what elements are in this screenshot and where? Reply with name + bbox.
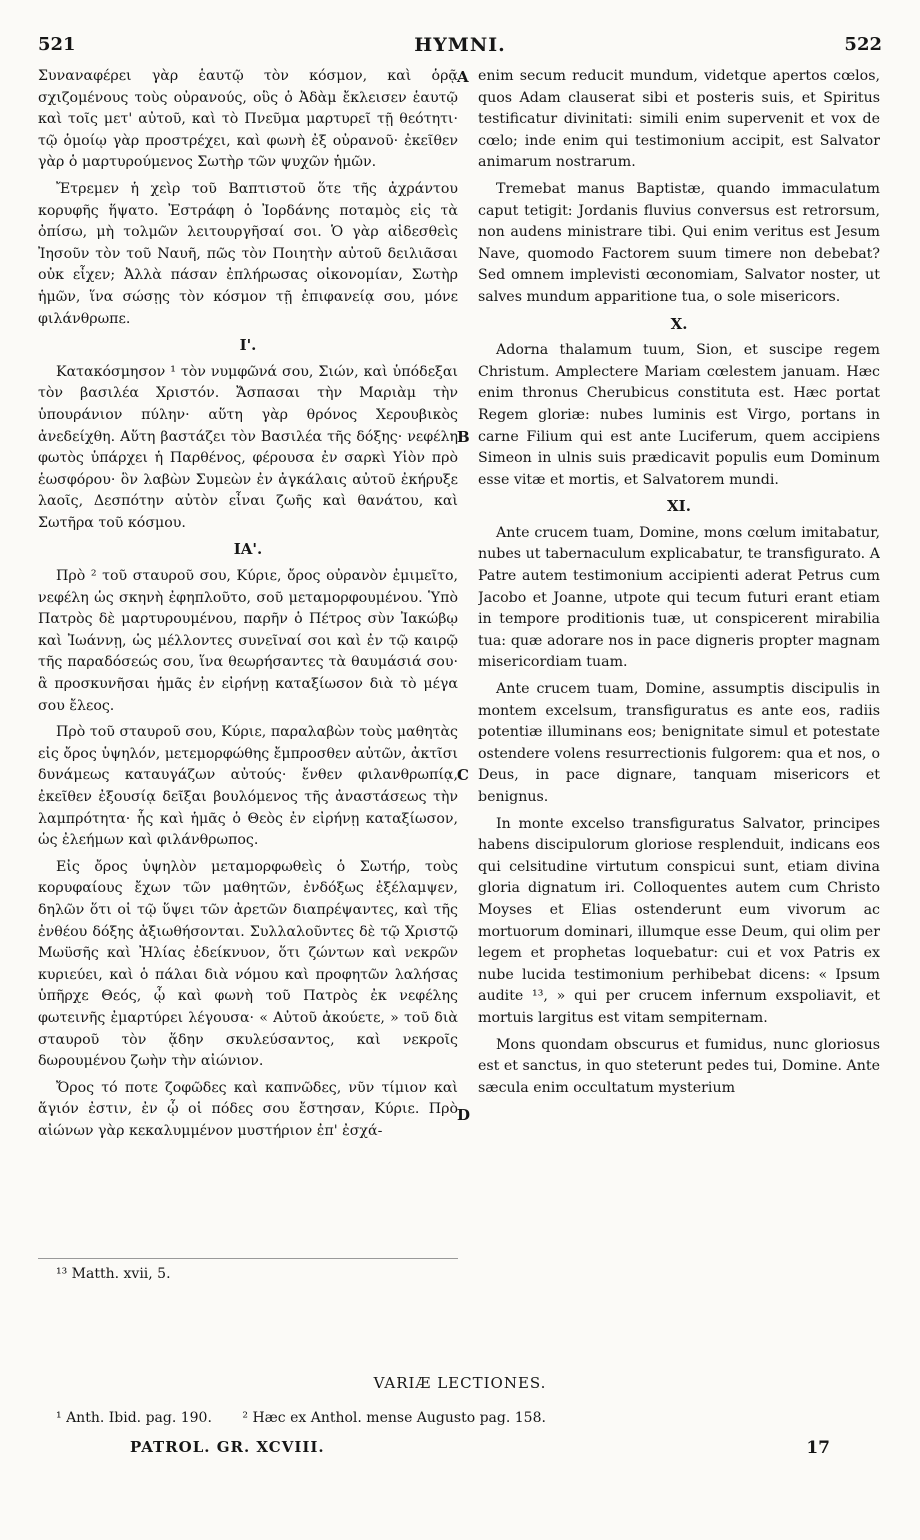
latin-paragraph: Ante crucem tuam, Domine, assumptis discipulis in montem excelsum, transfiguratus es ante eos, radiis potentiæ illuminans eos; benignitate simul et potestate ostendere volens resurrectionis fulgorem: qua et nos, o Deus, in pace dignare, tanquam misericors et benignus. — [478, 681, 880, 805]
greek-section-heading: Ι'. — [239, 336, 257, 355]
page-number-right: 522 — [844, 34, 882, 55]
page-header — [38, 34, 882, 64]
margin-letter-b: B — [457, 428, 470, 446]
series-signature: PATROL. GR. XCVIII. — [130, 1438, 325, 1456]
variae-lectiones-heading: VARIÆ LECTIONES. — [373, 1374, 547, 1392]
page-number-left: 521 — [38, 34, 76, 55]
latin-column — [478, 66, 880, 1256]
greek-paragraph: Εἰς ὄρος ὑψηλὸν μεταμορφωθεὶς ὁ Σωτήρ, τοὺς κορυφαίους ἔχων τῶν μαθητῶν, ἐνδόξως ἐξέλαμψεν, δηλῶν ὅτι οἱ τῷ ὕψει τῶν ἀρετῶν διαπρέψαντες, καὶ τῆς ἐνθέου δόξης ἀξιωθήσονται. Συλλαλοῦντες δὲ τῷ Χριστῷ Μωϋσῆς καὶ Ἠλίας ἐδείκνυον, ὅτι ζώντων καὶ νεκρῶν κυριεύει, καὶ ὁ πάλαι διὰ νόμου καὶ προφητῶν λαλήσας ὑπῆρχε Θεός, ᾧ καὶ φωνὴ τοῦ Πατρὸς ἐκ νεφέλης φωτεινῆς ἐμαρτύρει λέγουσα· « Αὐτοῦ ἀκούετε, » τοῦ διὰ σταυροῦ τὸν ᾅδην σκυλεύσαντος, καὶ νεκροῖς δωρουμένου ζωὴν τὴν αἰώνιον. — [38, 858, 458, 1070]
greek-paragraph: Πρὸ τοῦ σταυροῦ σου, Κύριε, παραλαβὼν τοὺς μαθητὰς εἰς ὄρος ὑψηλόν, μετεμορφώθης ἔμπροσθεν αὐτῶν, ἀκτῖσι δυνάμεως καταυγάζων αὐτούς· ἔνθεν φιλανθρωπίᾳ, ἐκεῖθεν ἐξουσίᾳ δεῖξαι βουλόμενος τῆς ἀναστάσεως τὴν λαμπρότητα· ἧς καὶ ἡμᾶς ὁ Θεὸς ἐν εἰρήνῃ καταξίωσον, ὡς ἐλεήμων καὶ φιλάνθρωπος. — [38, 724, 458, 849]
latin-paragraph: enim secum reducit mundum, videtque apertos cœlos, quos Adam clauserat sibi et posteris suis, et Spiritus testificatur divinitati: simili enim supervenit et vox de cœlo; inde enim qui testimonium accipit, est Salvator animarum nostrarum. — [478, 68, 880, 171]
greek-paragraph: Ἔτρεμεν ἡ χεὶρ τοῦ Βαπτιστοῦ ὅτε τῆς ἀχράντου κορυφῆς ἥψατο. Ἐστράφη ὁ Ἰορδάνης ποταμὸς εἰς τὰ ὀπίσω, μὴ τολμῶν λειτουργῆσαί σοι. Ὁ γὰρ αἰδεσθεὶς Ἰησοῦν τὸν τοῦ Ναυῆ, πῶς τὸν Ποιητὴν αὐτοῦ δειλιᾶσαι οὐκ εἶχεν; Ἀλλὰ πάσαν ἐπλήρωσας οἰκονομίαν, Σωτὴρ ἡμῶν, ἵνα σώσῃς τὸν κόσμον τῇ ἐπιφανείᾳ σου, μόνε φιλάνθρωπε. — [38, 180, 458, 327]
greek-paragraph: Κατακόσμησον ¹ τὸν νυμφῶνά σου, Σιών, καὶ ὑπόδεξαι τὸν βασιλέα Χριστόν. Ἄσπασαι τὴν Μαριὰμ τὴν ὑπουράνιον πύλην· αὕτη γὰρ θρόνος Χερουβικὸς ἀνεδείχθη. Αὕτη βαστάζει τὸν Βασιλέα τῆς δόξης· νεφέλη φωτὸς ὑπάρχει ἡ Παρθένος, φέρουσα ἐν σαρκὶ Υἱὸν πρὸ ἑωσφόρου· ὃν λαβὼν Συμεὼν ἐν ἀγκάλαις αὐτοῦ ἐκήρυξε λαοῖς, Δεσπότην αὐτὸν εἶναι ζωῆς καὶ θανάτου, καὶ Σωτῆρα τοῦ κόσμου. — [38, 363, 458, 531]
greek-paragraph: Πρὸ ² τοῦ σταυροῦ σου, Κύριε, ὄρος οὐρανὸν ἐμιμεῖτο, νεφέλη ὡς σκηνὴ ἐφηπλοῦτο, σοῦ μεταμορφουμένου. Ὑπὸ Πατρὸς δὲ μαρτυρουμένου, παρῆν ὁ Πέτρος σὺν Ἰακώβῳ καὶ Ἰωάννῃ, ὡς μέλλοντες συνεῖναί σοι καὶ ἐν τῷ καιρῷ τῆς παραδόσεώς σου, ἵνα θεωρήσαντες τὰ θαυμάσιά σου· ἃ προσκυνῆσαι ἡμᾶς ἐν εἰρήνῃ καταξίωσον διὰ τὸ μέγα σου ἔλεος. — [38, 568, 458, 714]
variae-lectiones — [56, 1410, 572, 1426]
greek-paragraph: Συναναφέρει γὰρ ἑαυτῷ τὸν κόσμον, καὶ ὁρᾷ σχιζομένους τοὺς οὐρανούς, οὓς ὁ Ἀδὰμ ἔκλεισεν ἑαυτῷ καὶ τοῖς μετ' αὐτοῦ, καὶ τὸ Πνεῦμα μαρτυρεῖ τῇ θεότητι· τῷ ὁμοίῳ γὰρ προστρέχει, καὶ φωνὴ ἐξ οὐρανοῦ· ἐκεῖθεν γὰρ ὁ μαρτυρούμενος Σωτὴρ τῶν ψυχῶν ἡμῶν. — [38, 68, 458, 171]
latin-paragraph: Tremebat manus Baptistæ, quando immaculatum caput tetigit: Jordanis fluvius conversus est retrorsum, non audens ministrare tibi. Qui enim veritus est Jesum Nave, quomodo Factorem suum timere non debebat? Sed omnem implevisti œconomiam, Salvator noster, ut salves mundum apparitione tua, o sole misericors. — [478, 180, 880, 305]
margin-letter-d: D — [457, 1106, 471, 1124]
page-footer — [130, 1438, 830, 1468]
latin-paragraph: Mons quondam obscurus et fumidus, nunc gloriosus est et sanctus, in quo steterunt pedes tui, Domine. Ante sæcula enim occultatum mysterium — [478, 1036, 880, 1096]
footnote: ¹³ Matth. xvii, 5. — [56, 1266, 171, 1282]
running-title: HYMNI. — [414, 34, 506, 56]
latin-section-heading: XI. — [667, 497, 691, 516]
latin-section-heading: X. — [670, 314, 688, 333]
latin-paragraph: In monte excelso transfiguratus Salvator, principes habens discipulorum gloriose resplenduit, indicans eos qui celsitudine virtutum conspicui sunt, etiam divina gloria dignatum iri. Colloquentes autem cum Christo Moyses et Elias ostenderunt eum vivorum ac mortuorum dominari, illumque esse Deum, qui olim per legem et prophetas loquebatur: cui et vox Patris ex nube lucida testimonium perhibebat dicens: « Ipsum audite ¹³, » qui per crucem infernum exspoliavit, et mortuis largitus est vitam sempiternam. — [478, 815, 880, 1026]
greek-column — [38, 66, 458, 1256]
gathering-number: 17 — [806, 1438, 830, 1458]
greek-section-heading: ΙΑ'. — [233, 540, 263, 559]
margin-letter-c: C — [457, 766, 469, 784]
greek-paragraph: Ὄρος τό ποτε ζοφῶδες καὶ καπνῶδες, νῦν τίμιον καὶ ἅγιόν ἐστιν, ἐν ᾧ οἱ πόδες σου ἔστησαν, Κύριε. Πρὸ αἰώνων γὰρ κεκαλυμμένον μυστήριον ἐπ' ἐσχά- — [38, 1079, 458, 1139]
variant-note: ² Hæc ex Anthol. mense Augusto pag. 158. — [242, 1410, 546, 1426]
footnote-rule — [38, 1258, 458, 1259]
latin-paragraph: Ante crucem tuam, Domine, mons cœlum imitabatur, nubes ut tabernaculum explicabatur, te transfigurato. A Patre autem testimonium accipienti aderat Petrus cum Jacobo et Joanne, utpote qui tecum futuri erant etiam in tempore proditionis tuæ, ut conspicerent mirabilia tua: quæ adorare nos in pace digneris propter magnam misericordiam tuam. — [478, 524, 880, 671]
variant-note: ¹ Anth. Ibid. pag. 190. — [56, 1410, 212, 1426]
margin-letter-a: A — [457, 68, 469, 86]
latin-paragraph: Adorna thalamum tuum, Sion, et suscipe regem Christum. Amplectere Mariam cœlestem januam. Hæc enim thronus Cherubicus constituta est. Hæc portat Regem gloriæ: nubes luminis est Virgo, portans in carne Filium qui est ante Luciferum, quem accipiens Simeon in ulnis suis prædicavit populis eum Dominum esse vitæ et mortis, et Salvatorem mundi. — [478, 342, 880, 488]
